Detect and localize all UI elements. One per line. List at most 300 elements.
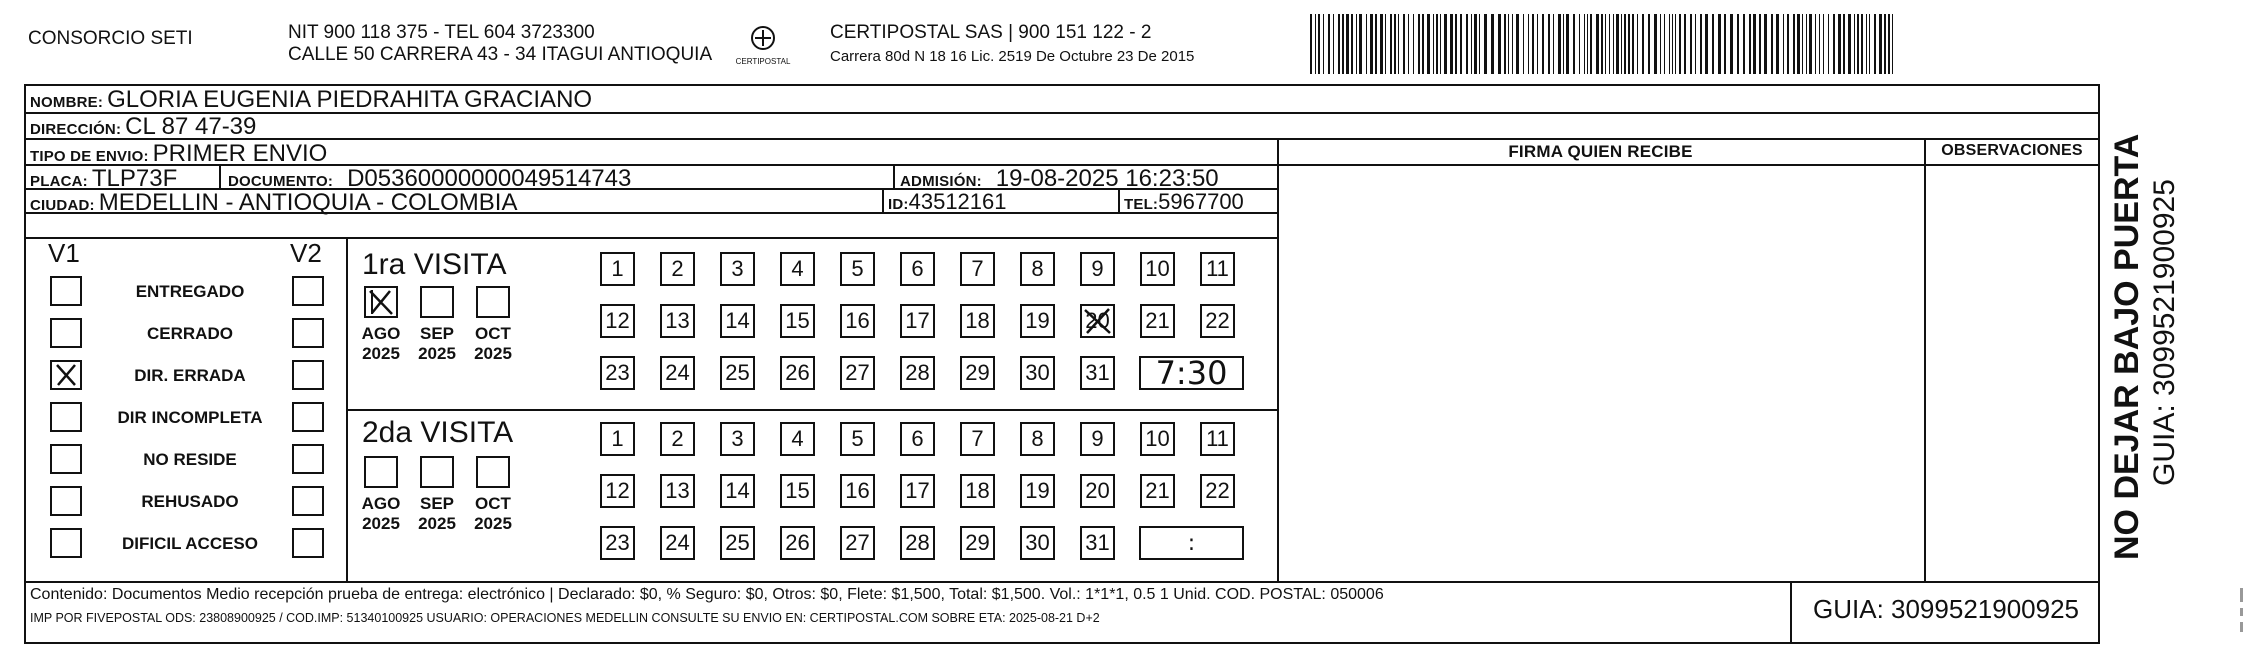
barcode-bar <box>1690 14 1692 74</box>
barcode-bar <box>1664 14 1665 74</box>
month-checkbox[interactable] <box>420 286 454 318</box>
barcode-bar <box>1427 14 1430 74</box>
day-box[interactable] <box>720 356 755 390</box>
month-label <box>463 494 523 534</box>
day-number: 15 <box>785 478 810 503</box>
id-row <box>888 189 1007 215</box>
day-number: 3 <box>731 426 744 451</box>
barcode-bar <box>1366 14 1367 74</box>
month-year: 2025 <box>362 514 400 533</box>
barcode-bar <box>1479 14 1480 74</box>
barcode-bar <box>1783 14 1784 74</box>
firma-label: FIRMA QUIEN RECIBE <box>1508 142 1693 161</box>
barcode-bar <box>1466 14 1468 74</box>
day-number: 24 <box>665 530 690 555</box>
barcode-bar <box>1879 14 1882 74</box>
day-box[interactable] <box>960 356 995 390</box>
v1-checkbox[interactable] <box>50 444 82 474</box>
day-box[interactable] <box>780 526 815 560</box>
day-box[interactable] <box>1080 526 1115 560</box>
month-name: AGO <box>361 324 401 343</box>
day-number: 26 <box>785 530 810 555</box>
day-number: 5 <box>851 426 864 451</box>
day-number: 23 <box>605 530 630 555</box>
admision-label: ADMISIÓN: <box>900 173 982 190</box>
barcode-bar <box>1869 14 1870 74</box>
time-box[interactable] <box>1139 356 1244 390</box>
direccion-row <box>30 113 256 141</box>
barcode-bar <box>1413 14 1414 74</box>
day-box[interactable] <box>960 422 995 456</box>
side-warning: NO DEJAR BAJO PUERTA <box>2108 133 2146 560</box>
tel-label: TEL: <box>1124 196 1159 213</box>
barcode-bar <box>1730 14 1733 74</box>
day-number: 17 <box>905 308 930 333</box>
barcode-bar <box>1444 14 1447 74</box>
barcode-bar <box>1450 14 1453 74</box>
day-number: 4 <box>791 256 804 281</box>
day-box[interactable] <box>1080 304 1115 338</box>
day-box[interactable] <box>600 526 635 560</box>
day-box[interactable] <box>900 304 935 338</box>
barcode-bar <box>1743 14 1745 74</box>
barcode-bar <box>1613 14 1614 74</box>
day-box[interactable] <box>1020 422 1055 456</box>
barcode-bar <box>1422 14 1424 74</box>
day-box[interactable] <box>600 356 635 390</box>
day-number: 16 <box>845 308 870 333</box>
day-number: 31 <box>1085 360 1110 385</box>
barcode-bar <box>1471 14 1472 74</box>
day-box[interactable] <box>900 356 935 390</box>
day-number: 1 <box>611 256 624 281</box>
day-number: 28 <box>905 530 930 555</box>
barcode-bar <box>1408 14 1409 74</box>
ciudad-value: MEDELLIN - ANTIOQUIA - COLOMBIA <box>98 189 518 216</box>
day-box[interactable] <box>900 474 935 508</box>
nit-line-1: NIT 900 118 375 - TEL 604 3723300 <box>288 22 595 43</box>
barcode-bar <box>1370 14 1373 74</box>
barcode-bar <box>1892 14 1893 74</box>
day-box[interactable] <box>1080 356 1115 390</box>
barcode-bar <box>1724 14 1726 74</box>
tipo-value: PRIMER ENVIO <box>152 140 328 167</box>
barcode-bar <box>1737 14 1739 74</box>
day-box[interactable] <box>1200 304 1235 338</box>
nombre-row <box>30 86 592 114</box>
placa-value: TLP73F <box>91 165 178 192</box>
month-year: 2025 <box>474 344 512 363</box>
observaciones-label: OBSERVACIONES <box>1941 142 2083 159</box>
day-box[interactable] <box>660 474 695 508</box>
barcode-bar <box>1504 14 1506 74</box>
barcode-bar <box>1637 14 1638 74</box>
status-label: DIR INCOMPLETA <box>117 408 263 427</box>
day-box[interactable] <box>780 474 815 508</box>
day-number: 16 <box>845 478 870 503</box>
day-number: 29 <box>965 360 990 385</box>
day-box[interactable] <box>660 252 695 286</box>
day-box[interactable] <box>840 526 875 560</box>
barcode-bar <box>1579 14 1580 74</box>
day-box[interactable] <box>780 304 815 338</box>
month-name: OCT <box>475 494 511 513</box>
day-box[interactable] <box>600 474 635 508</box>
barcode-bar <box>1403 14 1405 74</box>
company-name: CONSORCIO SETI <box>28 28 193 49</box>
day-box[interactable] <box>900 422 935 456</box>
barcode-bar <box>1440 14 1441 74</box>
day-box[interactable] <box>780 252 815 286</box>
day-number: 27 <box>845 530 870 555</box>
v2-checkbox[interactable] <box>292 444 324 474</box>
day-number: 5 <box>851 256 864 281</box>
barcode-bar <box>1333 14 1334 74</box>
day-box[interactable] <box>1200 422 1235 456</box>
day-box[interactable] <box>720 422 755 456</box>
barcode-bar <box>1537 14 1538 74</box>
day-number: 14 <box>725 308 750 333</box>
barcode-bar <box>1351 14 1353 74</box>
barcode-bar <box>1866 14 1867 74</box>
day-number: 25 <box>725 530 750 555</box>
day-number: 6 <box>911 256 924 281</box>
nombre-value: GLORIA EUGENIA PIEDRAHITA GRACIANO <box>107 86 593 113</box>
nombre-label: NOMBRE: <box>30 94 104 111</box>
barcode-bar <box>1455 14 1457 74</box>
barcode-bar <box>1809 14 1812 74</box>
time-value: 7:30 <box>1155 354 1228 392</box>
day-number: 29 <box>965 530 990 555</box>
day-number: 18 <box>965 478 990 503</box>
v2-checkbox[interactable] <box>292 402 324 432</box>
barcode-bar <box>1484 14 1487 74</box>
day-number: 7 <box>971 256 984 281</box>
day-number: 23 <box>605 360 630 385</box>
barcode-bar <box>1718 14 1721 74</box>
day-box[interactable] <box>780 356 815 390</box>
time-box[interactable] <box>1139 526 1244 560</box>
day-number: 25 <box>725 360 750 385</box>
day-number: 22 <box>1205 478 1230 503</box>
v2-label: V2 <box>290 238 322 268</box>
day-number: 30 <box>1025 360 1050 385</box>
barcode-bar <box>1616 14 1619 74</box>
certipostal-line-1: CERTIPOSTAL SAS | 900 151 122 - 2 <box>830 22 1152 43</box>
month-label <box>351 324 411 364</box>
day-box[interactable] <box>1080 252 1115 286</box>
barcode-bar <box>1315 14 1316 74</box>
barcode-bar <box>1874 14 1876 74</box>
barcode-bar <box>1838 14 1841 74</box>
month-year: 2025 <box>418 344 456 363</box>
certipostal-line-2: Carrera 80d N 18 16 Lic. 2519 De Octubre 23 De 2015 <box>830 48 1195 65</box>
month-year: 2025 <box>418 514 456 533</box>
first-visit-title: 1ra VISITA <box>362 248 507 281</box>
barcode-bar <box>1888 14 1890 74</box>
day-box[interactable] <box>960 526 995 560</box>
footer-content: Contenido: Documentos Medio recepción prueba de entrega: electrónico | Declarado: $0, % Seguro: $0, Otros: $0, Flete: $1,500, Total: $1,500. Vol.: 1*1*1, 0.5 1 Unid. COD. POSTAL: 050006 <box>30 586 1384 603</box>
day-number: 11 <box>1206 426 1229 451</box>
barcode-bar <box>1310 14 1312 74</box>
month-checkbox[interactable] <box>364 286 398 318</box>
day-box[interactable] <box>1200 474 1235 508</box>
placa-label: PLACA: <box>30 173 88 190</box>
barcode-bar <box>1759 14 1761 74</box>
day-number: 17 <box>905 478 930 503</box>
x-mark-icon <box>366 288 396 316</box>
barcode-bar <box>1584 14 1585 74</box>
barcode-bar <box>1654 14 1657 74</box>
day-box[interactable] <box>1020 526 1055 560</box>
barcode <box>1310 14 1900 74</box>
barcode-bar <box>1802 14 1803 74</box>
day-box[interactable] <box>780 422 815 456</box>
barcode-bar <box>1548 14 1550 74</box>
day-box[interactable] <box>900 252 935 286</box>
id-label: ID: <box>888 196 909 213</box>
day-number: 10 <box>1145 426 1170 451</box>
barcode-bar <box>1394 14 1396 74</box>
barcode-bar <box>1793 14 1795 74</box>
barcode-bar <box>1491 14 1494 74</box>
day-number: 2 <box>671 426 684 451</box>
barcode-bar <box>1532 14 1534 74</box>
barcode-bar <box>1375 14 1377 74</box>
day-number: 13 <box>665 308 690 333</box>
month-label <box>351 494 411 534</box>
v1-checkbox[interactable] <box>50 318 82 348</box>
day-box[interactable] <box>660 356 695 390</box>
admision-value: 19-08-2025 16:23:50 <box>995 165 1219 192</box>
day-box[interactable] <box>960 252 995 286</box>
day-box[interactable] <box>1200 252 1235 286</box>
barcode-bar <box>1828 14 1829 74</box>
day-number: 3 <box>731 256 744 281</box>
day-number: 2 <box>671 256 684 281</box>
day-box[interactable] <box>720 304 755 338</box>
barcode-bar <box>1433 14 1434 74</box>
barcode-bar <box>1712 14 1714 74</box>
barcode-bar <box>1609 14 1610 74</box>
footer-imp: IMP POR FIVEPOSTAL ODS: 23808900925 / COD.IMP: 51340100925 USUARIO: OPERACIONES MEDELLIN CONSULTE SU ENVIO EN: CERTIPOSTAL.COM SOBRE ETA: 2025-08-21 D+2 <box>30 611 1100 625</box>
barcode-bar <box>1753 14 1756 74</box>
day-box[interactable] <box>1020 474 1055 508</box>
day-box[interactable] <box>1140 422 1175 456</box>
barcode-bar <box>1705 14 1708 74</box>
day-box[interactable] <box>720 526 755 560</box>
barcode-bar <box>1679 14 1681 74</box>
day-number: 9 <box>1091 426 1104 451</box>
day-box[interactable] <box>1140 252 1175 286</box>
day-box[interactable] <box>600 252 635 286</box>
barcode-bar <box>1342 14 1344 74</box>
barcode-bar <box>1660 14 1661 74</box>
day-box[interactable] <box>660 422 695 456</box>
barcode-bar <box>1806 14 1807 74</box>
v1-checkbox[interactable] <box>50 528 82 558</box>
barcode-bar <box>1605 14 1606 74</box>
month-checkbox[interactable] <box>476 286 510 318</box>
tel-row <box>1124 189 1244 215</box>
day-number: 28 <box>905 360 930 385</box>
day-number: 4 <box>791 426 804 451</box>
barcode-bar <box>1346 14 1349 74</box>
nit-line-2: CALLE 50 CARRERA 43 - 34 ITAGUI ANTIOQUIA <box>288 44 713 65</box>
month-year: 2025 <box>474 514 512 533</box>
day-number: 31 <box>1085 530 1110 555</box>
direccion-label: DIRECCIÓN: <box>30 121 122 138</box>
day-box[interactable] <box>1140 304 1175 338</box>
day-number: 13 <box>665 478 690 503</box>
barcode-bar <box>1328 14 1330 74</box>
v2-checkbox[interactable] <box>292 528 324 558</box>
month-label <box>407 324 467 364</box>
day-box[interactable] <box>840 252 875 286</box>
barcode-bar <box>1642 14 1644 74</box>
barcode-bar <box>1587 14 1588 74</box>
day-box[interactable] <box>720 474 755 508</box>
day-box[interactable] <box>840 304 875 338</box>
status-label: DIFICIL ACCESO <box>121 534 258 553</box>
month-checkbox[interactable] <box>476 456 510 488</box>
barcode-bar <box>1848 14 1851 74</box>
day-box[interactable] <box>900 526 935 560</box>
barcode-bar <box>1771 14 1773 74</box>
day-box[interactable] <box>600 304 635 338</box>
barcode-bar <box>1675 14 1676 74</box>
day-box[interactable] <box>960 474 995 508</box>
day-number: 15 <box>785 308 810 333</box>
barcode-bar <box>1398 14 1399 74</box>
day-number: 18 <box>965 308 990 333</box>
status-label: NO RESIDE <box>143 450 237 469</box>
v1-checkbox[interactable] <box>50 486 82 516</box>
month-name: SEP <box>419 494 455 513</box>
day-number: 30 <box>1025 530 1050 555</box>
barcode-bar <box>1385 14 1386 74</box>
day-number: 19 <box>1025 478 1050 503</box>
v2-checkbox[interactable] <box>292 360 324 390</box>
day-box[interactable] <box>720 252 755 286</box>
barcode-bar <box>1601 14 1603 74</box>
day-box[interactable] <box>1020 252 1055 286</box>
day-number: 8 <box>1031 256 1044 281</box>
month-label <box>463 324 523 364</box>
v1-checkbox[interactable] <box>50 360 82 390</box>
day-box[interactable] <box>1140 474 1175 508</box>
day-number: 20 <box>1085 478 1110 503</box>
day-box[interactable] <box>1020 356 1055 390</box>
day-box[interactable] <box>600 422 635 456</box>
day-number: 7 <box>971 426 984 451</box>
barcode-bar <box>1418 14 1420 74</box>
v2-checkbox[interactable] <box>292 486 324 516</box>
day-number: 12 <box>605 308 630 333</box>
tipo-label: TIPO DE ENVIO: <box>30 148 149 165</box>
day-box[interactable] <box>1020 304 1055 338</box>
barcode-bar <box>1672 14 1673 74</box>
day-number: 27 <box>845 360 870 385</box>
barcode-bar <box>1566 14 1569 74</box>
barcode-bar <box>1843 14 1845 74</box>
day-number: 24 <box>665 360 690 385</box>
barcode-bar <box>1787 14 1789 74</box>
certipostal-logo <box>735 24 791 68</box>
month-checkbox[interactable] <box>420 456 454 488</box>
v2-checkbox[interactable] <box>292 318 324 348</box>
barcode-bar <box>1749 14 1751 74</box>
barcode-bar <box>1648 14 1650 74</box>
day-box[interactable] <box>840 474 875 508</box>
barcode-bar <box>1621 14 1622 74</box>
status-label: CERRADO <box>147 324 233 343</box>
barcode-bar <box>1833 14 1835 74</box>
day-box[interactable] <box>960 304 995 338</box>
day-box[interactable] <box>840 422 875 456</box>
day-number: 8 <box>1031 426 1044 451</box>
day-box[interactable] <box>660 304 695 338</box>
barcode-bar <box>1474 14 1477 74</box>
barcode-bar <box>1700 14 1702 74</box>
day-number: 14 <box>725 478 750 503</box>
day-box[interactable] <box>840 356 875 390</box>
status-label: REHUSADO <box>141 492 239 511</box>
day-number: 9 <box>1091 256 1104 281</box>
day-number: 1 <box>611 426 624 451</box>
day-number: 11 <box>1206 256 1229 281</box>
barcode-bar <box>1632 14 1634 74</box>
barcode-bar <box>1318 14 1320 74</box>
month-name: AGO <box>361 494 401 513</box>
tipo-row <box>30 140 327 168</box>
v2-checkbox[interactable] <box>292 276 324 306</box>
documento-label: DOCUMENTO: <box>228 173 334 190</box>
month-checkbox[interactable] <box>364 456 398 488</box>
day-box[interactable] <box>660 526 695 560</box>
side-guia: GUIA: 3099521900925 <box>2148 179 2181 486</box>
second-visit-title: 2da VISITA <box>362 416 514 449</box>
barcode-bar <box>1590 14 1592 74</box>
barcode-bar <box>1573 14 1575 74</box>
id-value: 43512161 <box>908 189 1007 214</box>
barcode-bar <box>1523 14 1524 74</box>
barcode-bar <box>1380 14 1383 74</box>
day-number: 10 <box>1145 256 1170 281</box>
direccion-value: CL 87 47-39 <box>125 113 257 140</box>
barcode-bar <box>1558 14 1561 74</box>
day-box[interactable] <box>1080 474 1115 508</box>
barcode-bar <box>1596 14 1599 74</box>
time-value: : <box>1187 530 1196 556</box>
barcode-bar <box>1516 14 1519 74</box>
barcode-bar <box>1861 14 1863 74</box>
status-label: DIR. ERRADA <box>134 366 246 385</box>
svg-text:CERTIPOSTAL: CERTIPOSTAL <box>735 57 791 66</box>
barcode-bar <box>1460 14 1462 74</box>
v1-checkbox[interactable] <box>50 276 82 306</box>
day-box[interactable] <box>1080 422 1115 456</box>
day-number: 20 <box>1085 308 1110 333</box>
barcode-bar <box>1512 14 1513 74</box>
day-number: 22 <box>1205 308 1230 333</box>
barcode-bar <box>1815 14 1816 74</box>
barcode-bar <box>1797 14 1800 74</box>
barcode-bar <box>1356 14 1357 74</box>
v1-checkbox[interactable] <box>50 402 82 432</box>
tel-value: 5967700 <box>1158 189 1244 214</box>
barcode-bar <box>1542 14 1544 74</box>
